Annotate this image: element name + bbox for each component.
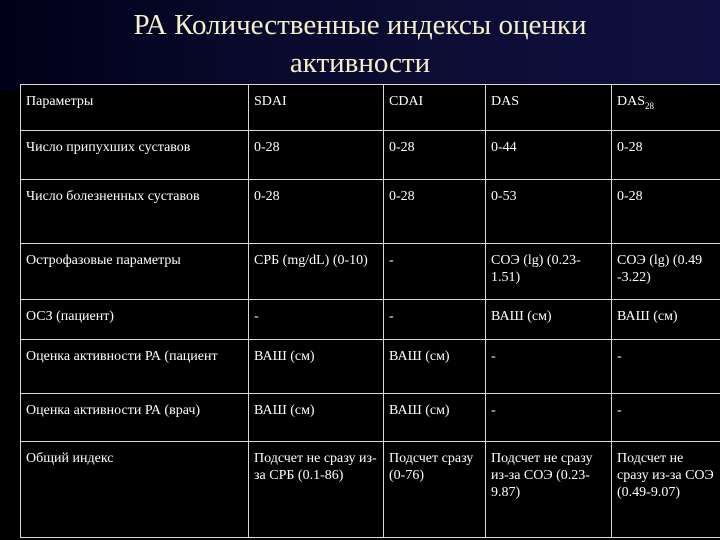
table-row — [21, 300, 720, 340]
table-cell: СРБ (mg/dL) (0-10) — [249, 244, 384, 300]
table-row — [21, 180, 720, 244]
slide-title-line1: РА Количественные индексы оценки — [133, 9, 587, 41]
table-cell: 0-53 — [486, 180, 612, 244]
indices-table — [20, 84, 720, 538]
table-cell: Число болезненных суставов — [21, 180, 249, 244]
table-cell: Подсчет не сразу из-за СОЭ (0.49-9.07) — [612, 442, 720, 538]
table-cell: 0-28 — [384, 131, 486, 180]
table-cell: 0-28 — [612, 131, 720, 180]
slide-title-line2: активности — [289, 47, 431, 79]
table-cell: Число припухших суставов — [21, 131, 249, 180]
header-text: DAS — [617, 94, 646, 109]
header-subscript: 28 — [645, 100, 655, 111]
table-row — [21, 394, 720, 442]
table-cell: - — [249, 300, 384, 340]
table-cell: 0-44 — [486, 131, 612, 180]
table-row — [21, 244, 720, 300]
table-cell: - — [384, 244, 486, 300]
table-cell: ВАШ (см) — [249, 394, 384, 442]
table-cell: - — [384, 300, 486, 340]
table-cell: ОСЗ (пациент) — [21, 300, 249, 340]
header-cell — [612, 85, 720, 131]
table-cell: СОЭ (lg) (0.23-1.51) — [486, 244, 612, 300]
table-header-row — [21, 85, 720, 131]
table-cell: Подсчет не сразу из-за СРБ (0.1-86) — [249, 442, 384, 538]
slide-title — [0, 6, 720, 82]
header-cell: CDAI — [384, 85, 486, 131]
table-cell: 0-28 — [384, 180, 486, 244]
table-cell: Оценка активности РА (врач) — [21, 394, 249, 442]
table-cell: 0-28 — [612, 180, 720, 244]
table-cell: - — [486, 394, 612, 442]
table-cell: СОЭ (lg) (0.49 -3.22) — [612, 244, 720, 300]
header-cell: DAS — [486, 85, 612, 131]
table-cell: Общий индекс — [21, 442, 249, 538]
table-cell: ВАШ (см) — [249, 340, 384, 394]
table-cell: ВАШ (см) — [384, 394, 486, 442]
table-cell: ВАШ (см) — [486, 300, 612, 340]
header-cell: SDAI — [249, 85, 384, 131]
table-cell: - — [612, 394, 720, 442]
table-cell: - — [612, 340, 720, 394]
table-cell: ВАШ (см) — [384, 340, 486, 394]
table-cell: Острофазовые параметры — [21, 244, 249, 300]
table-cell: Подсчет не сразу из-за СОЭ (0.23-9.87) — [486, 442, 612, 538]
table-cell: Оценка активности РА (пациент — [21, 340, 249, 394]
table-cell: - — [486, 340, 612, 394]
table-cell: ВАШ (см) — [612, 300, 720, 340]
header-cell: Параметры — [21, 85, 249, 131]
table-row — [21, 340, 720, 394]
table-cell: 0-28 — [249, 180, 384, 244]
table-cell: Подсчет сразу (0-76) — [384, 442, 486, 538]
table-row — [21, 131, 720, 180]
table-cell: 0-28 — [249, 131, 384, 180]
table-row — [21, 442, 720, 538]
